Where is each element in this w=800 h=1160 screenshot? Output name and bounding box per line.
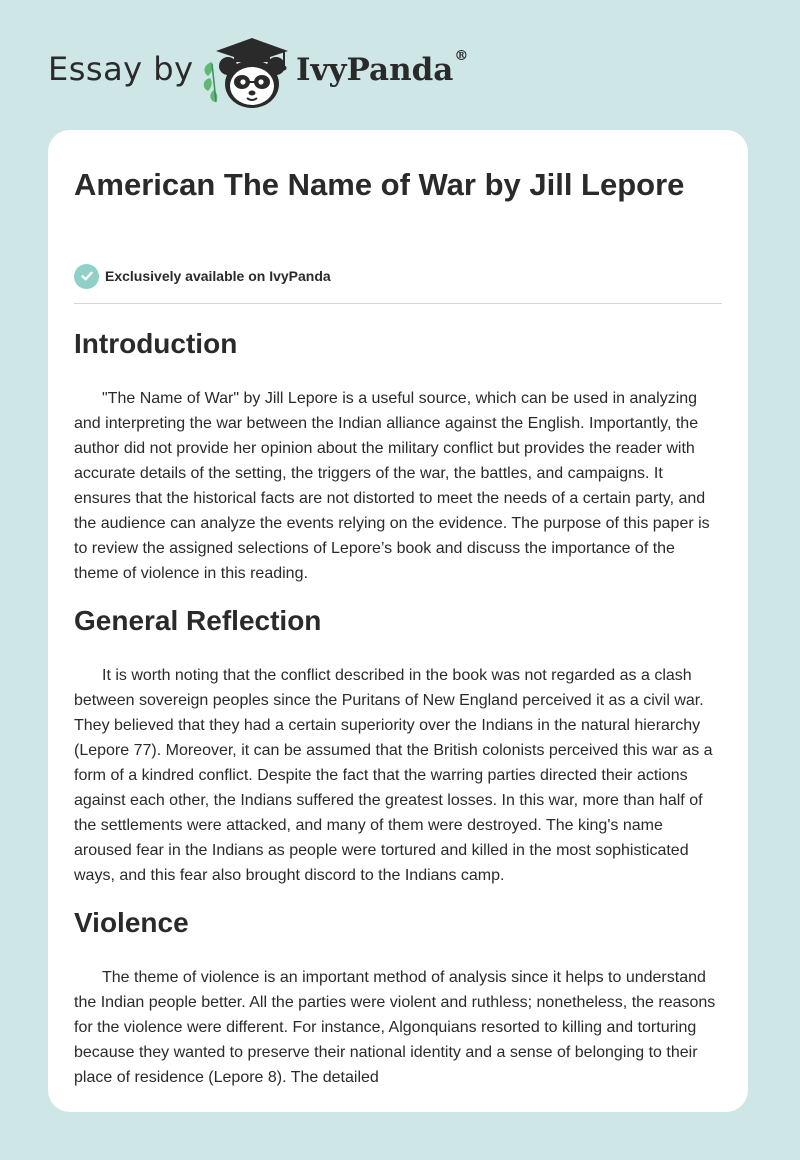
section-paragraph-violence: The theme of violence is an important method of analysis since it helps to understand the Indian people better. All the parties were violent and ruthless; nonetheless, the reasons for the violence were different. For instance, Algonquians resorted to killing and torturing because they wanted to preserve their national identity and a sense of belonging to their place of residence (Lepore 8). The detailed bbox=[74, 969, 716, 1086]
panda-graduate-icon bbox=[198, 32, 298, 112]
essay-title: American The Name of War by Jill Lepore bbox=[74, 167, 685, 202]
section-heading-introduction: Introduction bbox=[74, 328, 238, 359]
brand-text: IvyPanda bbox=[296, 52, 454, 88]
brand-name bbox=[296, 48, 469, 88]
section-heading-general-reflection: General Reflection bbox=[74, 605, 322, 636]
section-paragraph-general-reflection: It is worth noting that the conflict described in the book was not regarded as a clash between sovereign peoples since the Puritans of New England perceived it as a civil war. They believed that they had a certain superiority over the Indians in the natural hierarchy (Lepore 77). Moreover, it can be assumed that the British colonists perceived this war as a form of a kindred conflict. Despite the fact that the warring parties directed their actions against each other, the Indians suffered the greatest losses. In this war, more than half of the settlements were attacked, and many of them were destroyed. The king's name aroused fear in the Indians as people were tortured and killed in the most sophisticated ways, and this fear also brought discord to the Indians camp. bbox=[74, 667, 713, 884]
section-paragraph-introduction: "The Name of War" by Jill Lepore is a useful source, which can be used in analyzing and interpreting the war between the Indian alliance against the English. Importantly, the author did not provide her opinion about the military conflict but provides the reader with accurate details of the setting, the triggers of the war, the battles, and campaigns. It ensures that the historical facts are not distorted to meet the needs of a certain party, and the audience can analyze the events relying on the evidence. The purpose of this paper is to review the assigned selections of Lepore’s book and discuss the importance of the theme of violence in this reading. bbox=[74, 390, 710, 582]
title-divider bbox=[74, 303, 722, 304]
exclusive-badge bbox=[74, 263, 331, 289]
registered-mark: ® bbox=[454, 48, 469, 64]
site-header bbox=[0, 0, 800, 130]
essay-by-label: Essay by bbox=[48, 50, 194, 88]
essay-card bbox=[48, 130, 748, 1112]
section-heading-violence: Violence bbox=[74, 907, 189, 938]
ivypanda-logo[interactable] bbox=[198, 32, 298, 112]
exclusive-label: Exclusively available on IvyPanda bbox=[105, 268, 331, 284]
check-icon bbox=[74, 264, 99, 289]
